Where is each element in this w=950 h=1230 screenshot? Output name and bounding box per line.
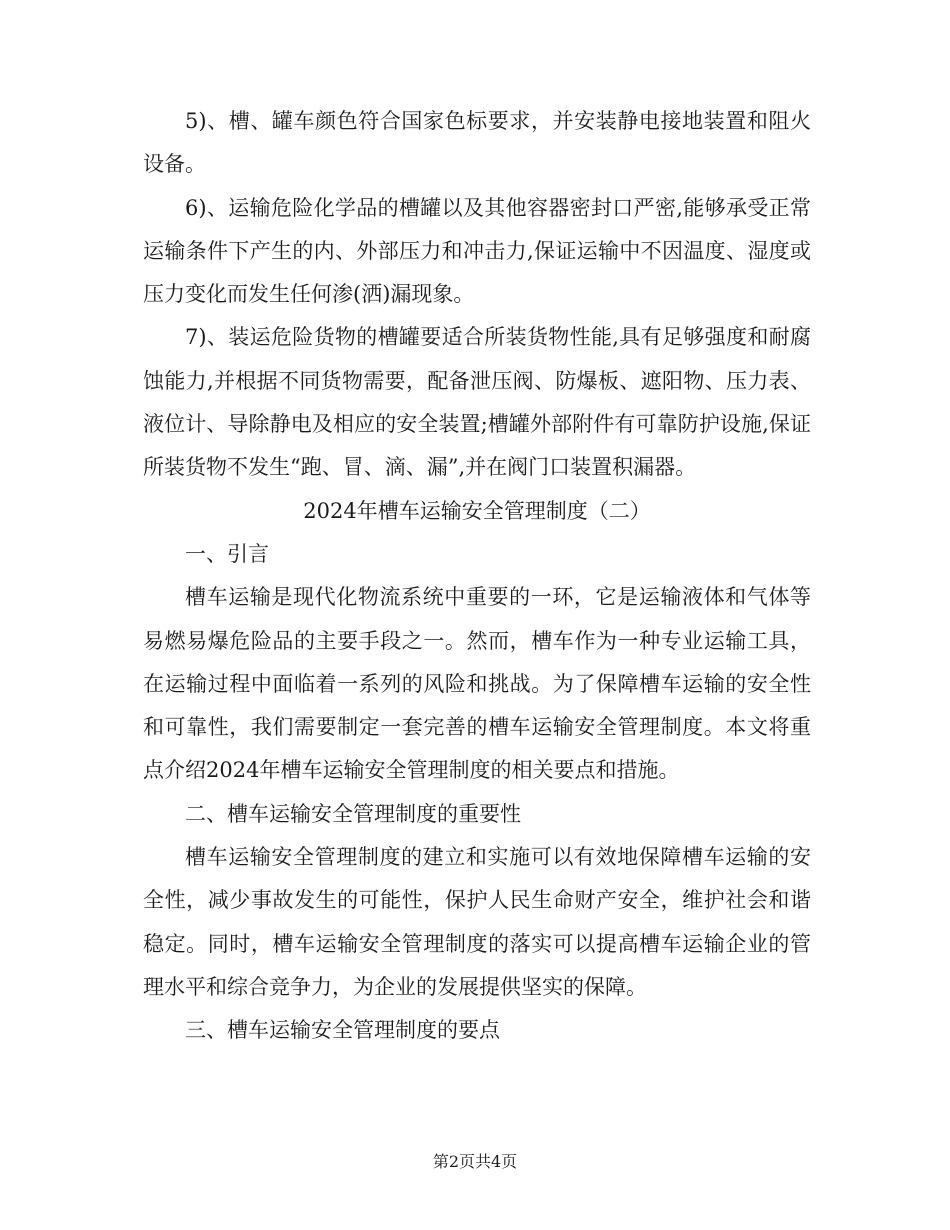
page-number-footer: 第2页共4页 <box>432 1152 518 1171</box>
document-body <box>143 100 811 1053</box>
paragraph-item-6: 6)、运输危险化学品的槽罐以及其他容器密封口严密,能够承受正常运输条件下产生的内、外部压力和冲击力,保证运输中不因温度、湿度或压力变化而发生任何渗(洒)漏现象。 <box>143 195 811 307</box>
paragraph-importance: 槽车运输安全管理制度的建立和实施可以有效地保障槽车运输的安全性，减少事故发生的可能性，保护人民生命财产安全，维护社会和谐稳定。同时，槽车运输安全管理制度的落实可以提高槽车运输企业的管理水平和综合竞争力，为企业的发展提供坚实的保障。 <box>143 845 811 999</box>
paragraph-introduction: 槽车运输是现代化物流系统中重要的一环，它是运输液体和气体等易燃易爆危险品的主要手段之一。然而，槽车作为一种专业运输工具，在运输过程中面临着一系列的风险和挑战。为了保障槽车运输的安全性和可靠性，我们需要制定一套完善的槽车运输安全管理制度。本文将重点介绍2024年槽车运输安全管理制度的相关要点和措施。 <box>143 585 811 783</box>
paragraph-item-7: 7)、装运危险货物的槽罐要适合所装货物性能,具有足够强度和耐腐蚀能力,并根据不同货物需要，配备泄压阀、防爆板、遮阳物、压力表、液位计、导除静电及相应的安全装置;槽罐外部附件有可靠防护设施,保证所装货物不发生“跑、冒、滴、漏”,并在阀门口装置积漏器。 <box>143 325 811 480</box>
section-title: 2024年槽车运输安全管理制度（二） <box>303 498 651 523</box>
heading-importance: 二、槽车运输安全管理制度的重要性 <box>185 801 521 826</box>
heading-introduction: 一、引言 <box>185 541 269 566</box>
paragraph-item-5: 5)、槽、罐车颜色符合国家色标要求，并安装静电接地装置和阻火设备。 <box>143 109 811 177</box>
heading-key-points: 三、槽车运输安全管理制度的要点 <box>185 1018 500 1043</box>
